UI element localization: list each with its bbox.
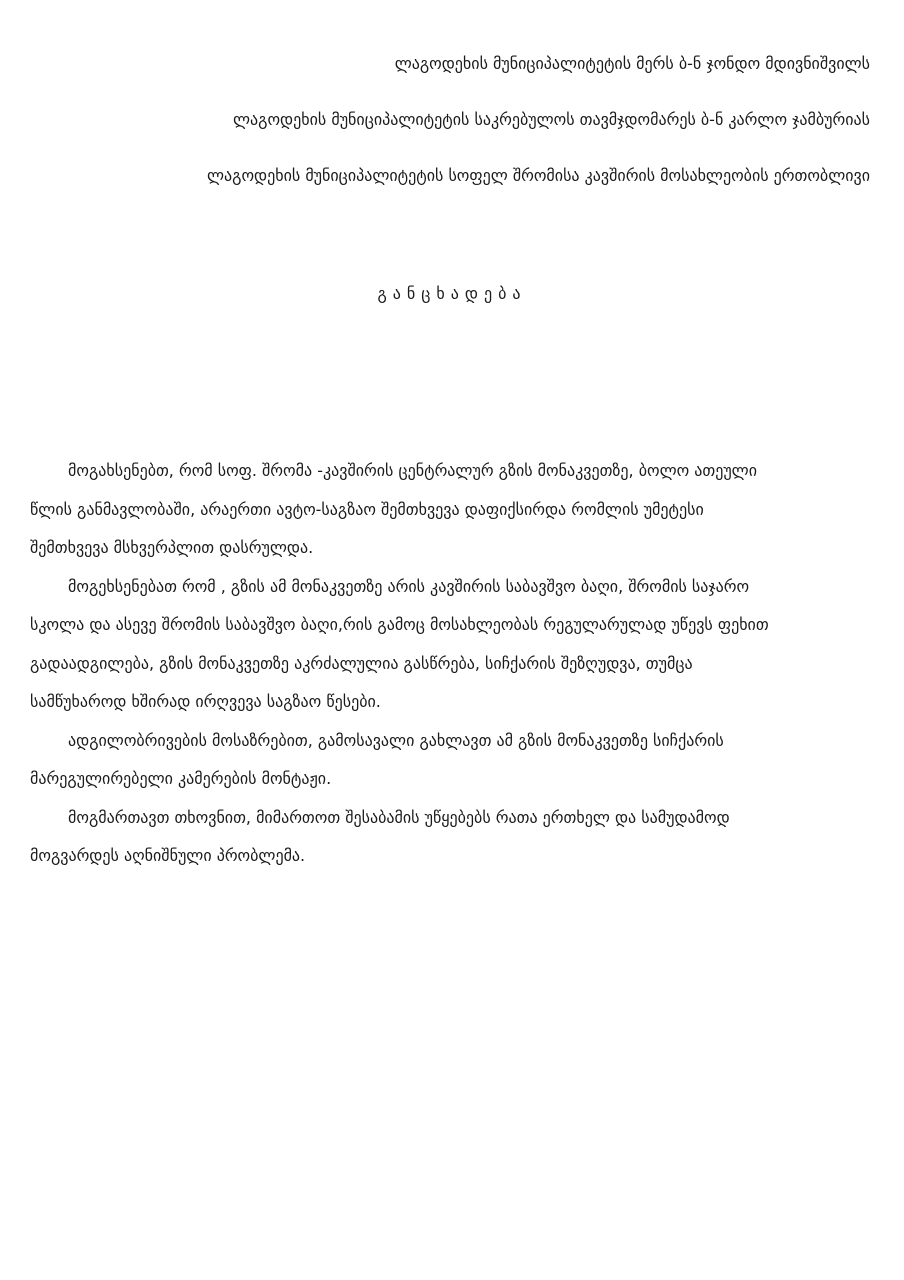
addressee-residents: ლაგოდეხის მუნიციპალიტეტის სოფელ შრომისა კავშირის მოსახლეობის ერთობლივი [206,166,870,185]
paragraph-line: მოგეხსენებათ რომ , გზის ამ მონაკვეთზე არის კავშირის საბავშვო ბაღი, შრომის საჯარო [68,576,750,596]
paragraph-line: გადაადგილება, გზის მონაკვეთზე აკრძალულია გასწრება, სიჩქარის შეზღუდვა, თუმცა [30,653,693,673]
paragraph-line: მარეგულირებელი კამერების მონტაჟი. [30,769,332,788]
addressee-block [90,54,870,222]
paragraph-1 [30,452,858,568]
paragraph-line: მოგვარდეს აღნიშნული პრობლემა. [30,846,306,865]
paragraph-line: სამწუხაროდ ხშირად ირღვევა საგზაო წესები. [30,692,381,711]
paragraph-4 [30,799,858,876]
paragraph-3 [30,722,858,799]
addressee-mayor: ლაგოდეხის მუნიციპალიტეტის მერს ბ-ნ ჯონდო მდივნიშვილს [394,54,870,73]
paragraph-2 [30,568,858,722]
paragraph-line: მოგმართავთ თხოვნით, მიმართოთ შესაბამის უწყებებს რათა ერთხელ და სამუდამოდ [68,807,730,827]
paragraph-line: ადგილობრივების მოსაზრებით, გამოსავალი გახლავთ ამ გზის მონაკვეთზე სიჩქარის [68,730,724,750]
paragraph-line: წლის განმავლობაში, არაერთი ავტო-საგზაო შემთხვევა დაფიქსირდა რომლის უმეტესი [30,499,704,519]
document-title: განცხადება [377,284,527,303]
addressee-council-chair: ლაგოდეხის მუნიციპალიტეტის საკრებულოს თავმჯდომარეს ბ-ნ კარლო ჯამბურიას [233,110,870,129]
document-body [30,452,858,876]
paragraph-line: შემთხვევა მსხვერპლით დასრულდა. [30,538,314,557]
paragraph-line: სკოლა და ასევე შრომის საბავშვო ბაღი,რის გამოც მოსახლეობას რეგულარულად უწევს ფეხით [30,615,769,634]
paragraph-line: მოგახსენებთ, რომ სოფ. შრომა -კავშირის ცენტრალურ გზის მონაკვეთზე, ბოლო ათეული [68,461,757,480]
